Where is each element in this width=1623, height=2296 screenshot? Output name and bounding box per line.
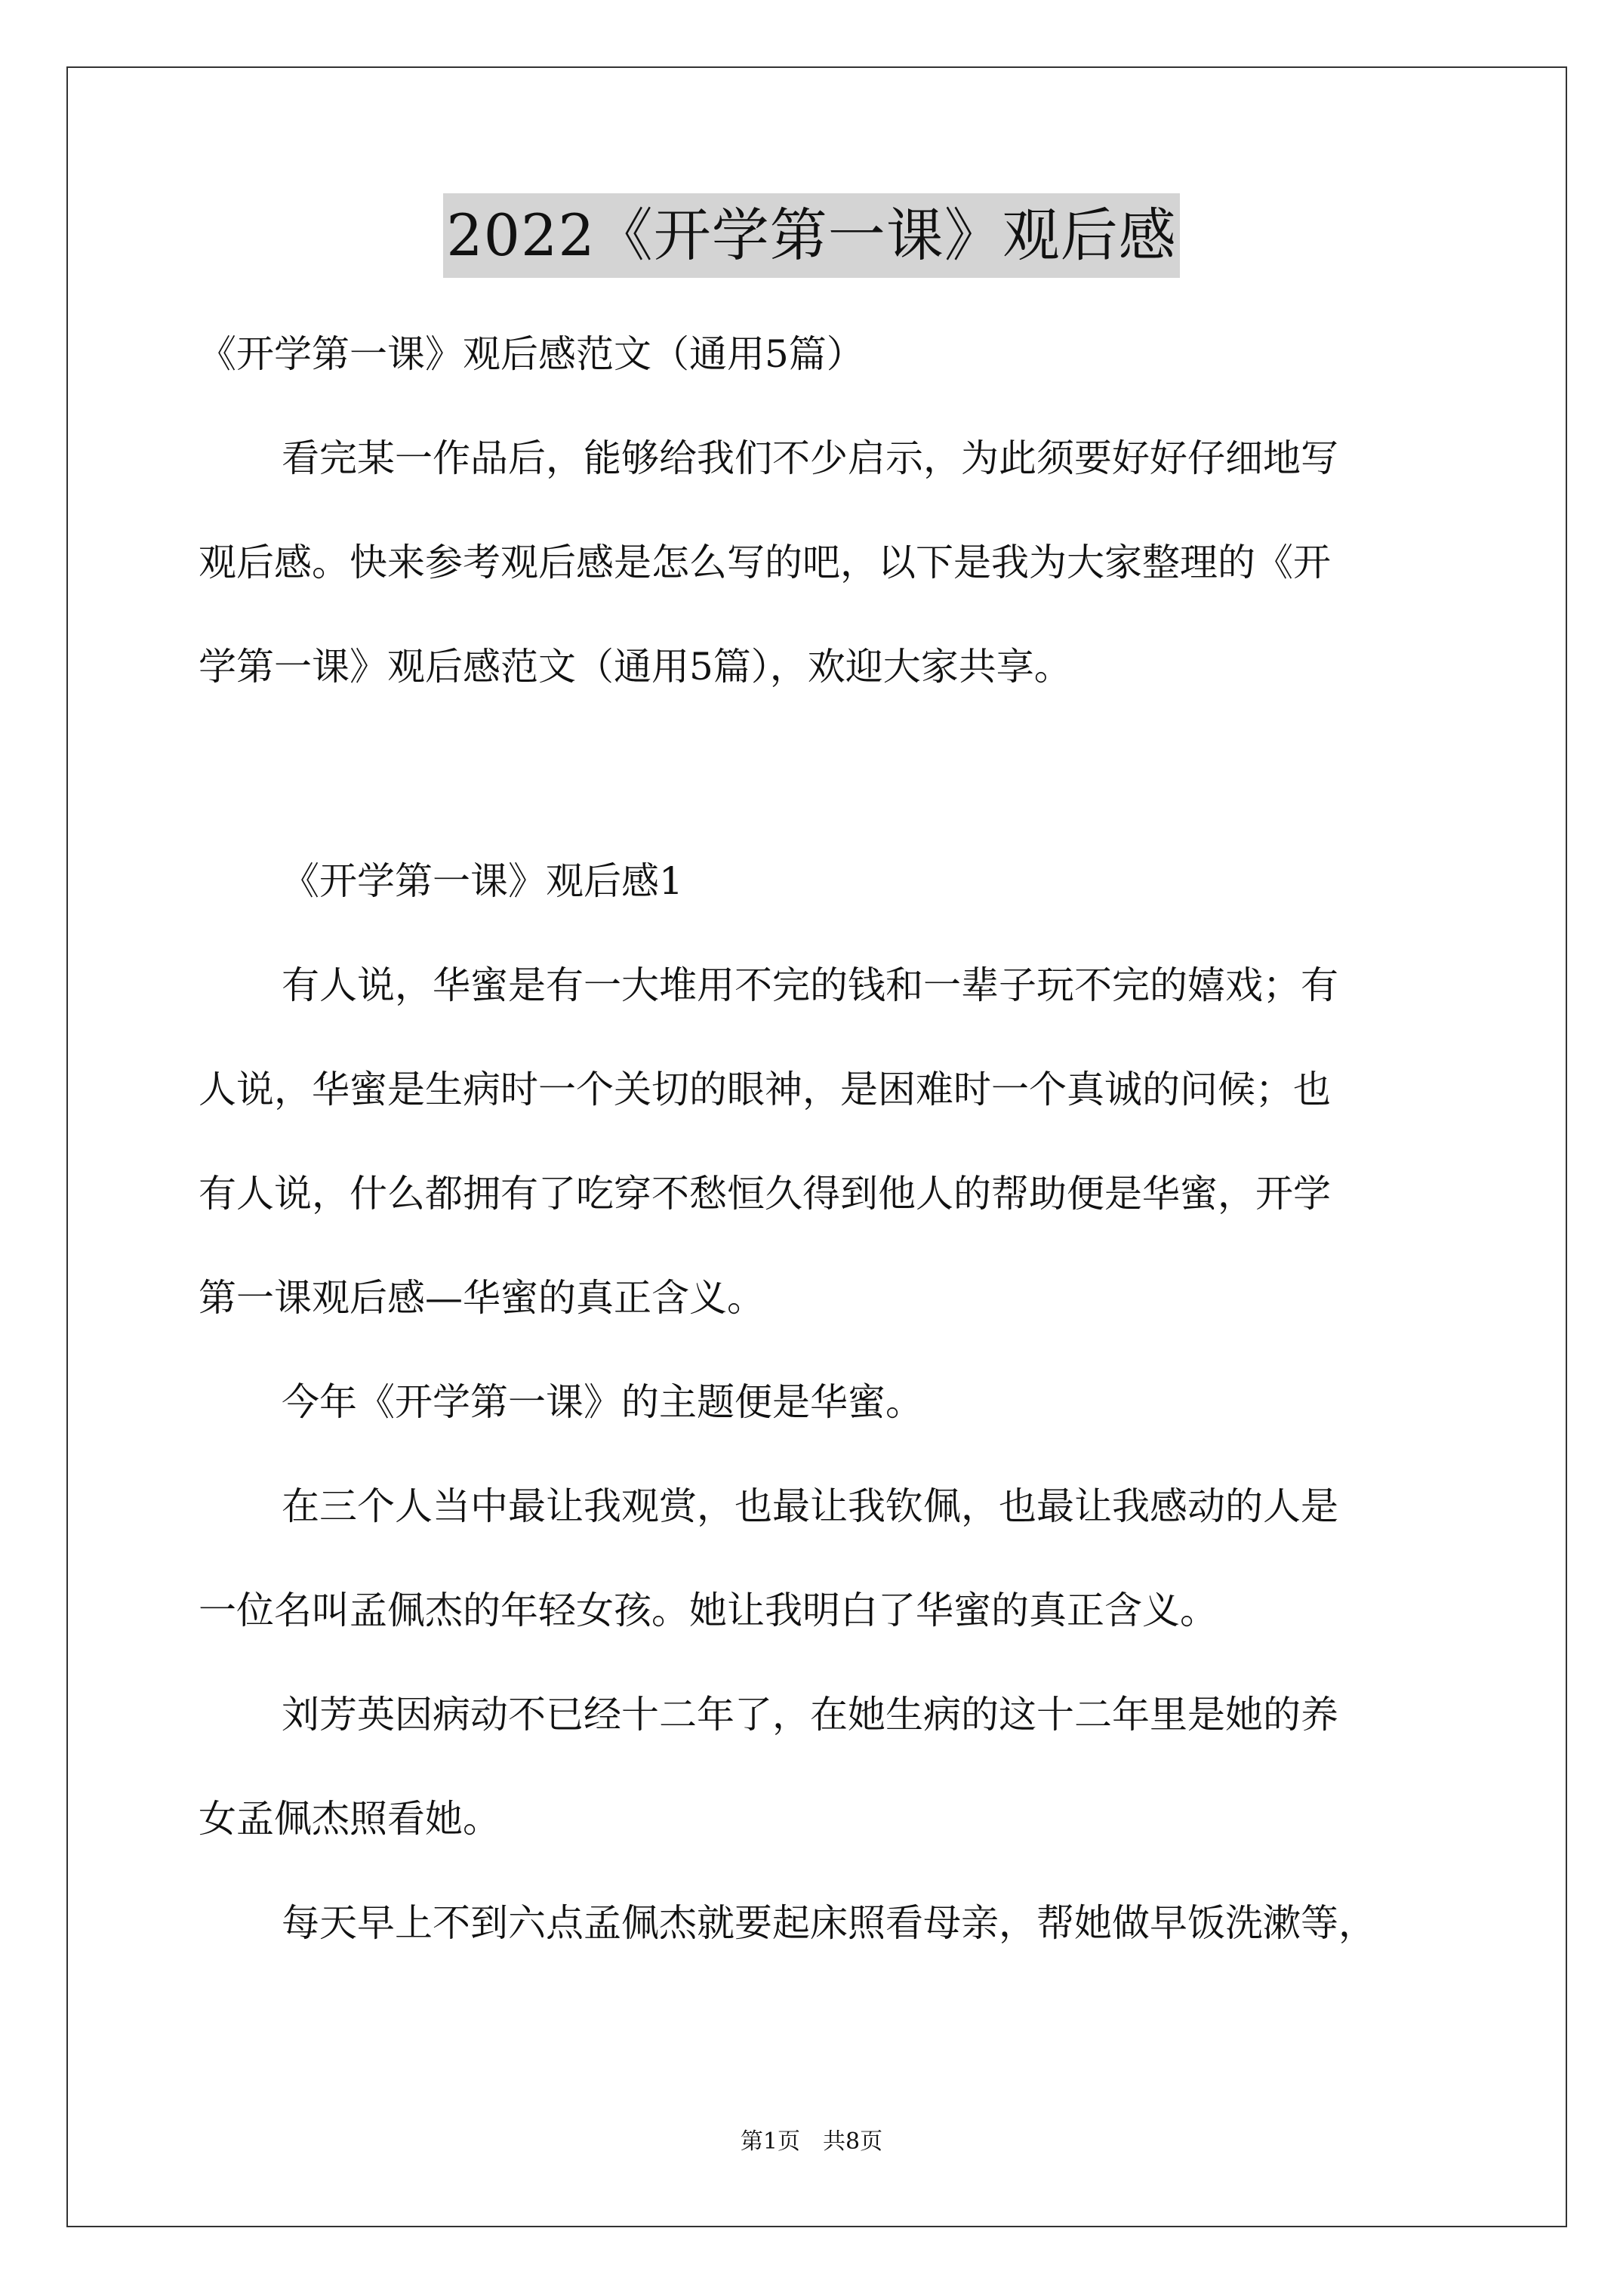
paragraph-line: 有人说，华蜜是有一大堆用不完的钱和一辈子玩不完的嬉戏；有 — [282, 963, 1338, 1007]
paragraph-line: 第一课观后感—华蜜的真正含义。 — [199, 1276, 765, 1320]
document-body — [199, 302, 1444, 1975]
paragraph-line: 有人说，什么都拥有了吃穿不愁恒久得到他人的帮助便是华蜜，开学 — [199, 1172, 1331, 1216]
paragraph-line: 今年《开学第一课》的主题便是华蜜。 — [282, 1380, 923, 1424]
paragraph-line: 一位名叫孟佩杰的年轻女孩。她让我明白了华蜜的真正含义。 — [199, 1589, 1218, 1632]
section-heading: 《开学第一课》观后感1 — [282, 859, 683, 903]
paragraph-line: 人说，华蜜是生病时一个关切的眼神，是困难时一个真诚的问候；也 — [199, 1068, 1331, 1111]
paragraph-line: 刘芳英因病动不已经十二年了，在她生病的这十二年里是她的养 — [282, 1693, 1338, 1737]
spacer — [199, 719, 1444, 829]
intro-line: 观后感。快来参考观后感是怎么写的吧，以下是我为大家整理的《开 — [199, 541, 1331, 584]
paragraph-line: 女孟佩杰照看她。 — [199, 1797, 500, 1841]
document-title: 2022《开学第一课》观后感 — [443, 193, 1179, 278]
page-number: 第1页 共8页 — [740, 2128, 883, 2155]
page-footer — [0, 2127, 1623, 2157]
intro-line: 看完某一作品后，能够给我们不少启示，为此须要好好仔细地写 — [282, 436, 1338, 480]
intro-line: 学第一课》观后感范文（通用5篇），欢迎大家共享。 — [199, 645, 1072, 689]
title-container — [0, 193, 1623, 278]
paragraph-line: 在三个人当中最让我观赏，也最让我钦佩，也最让我感动的人是 — [282, 1484, 1338, 1528]
document-subtitle: 《开学第一课》观后感范文（通用5篇） — [199, 332, 864, 376]
paragraph-line: 每天早上不到六点孟佩杰就要起床照看母亲，帮她做早饭洗漱等， — [282, 1901, 1376, 1945]
